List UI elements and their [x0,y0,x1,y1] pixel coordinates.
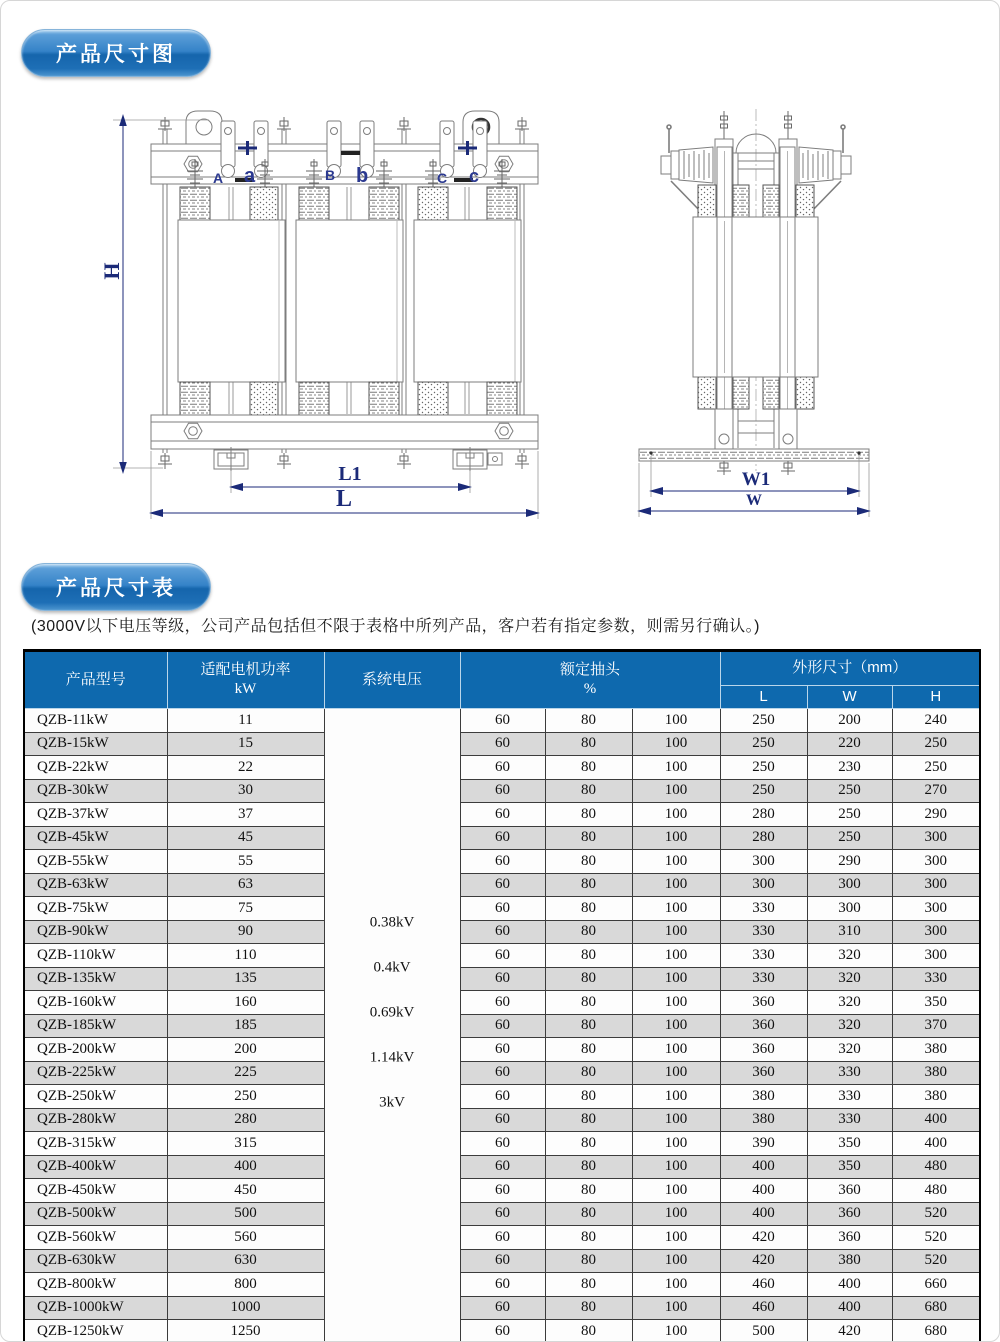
product-dimension-table [23,649,981,1342]
cell-dim-w: 380 [807,1249,892,1273]
cell-tap: 100 [632,944,720,968]
cell-model: QZB-185kW [24,1014,167,1038]
cell-tap: 100 [632,1202,720,1226]
cell-tap: 100 [632,732,720,756]
cell-power: 630 [167,1249,324,1273]
cell-dim-w: 310 [807,920,892,944]
cell-dim-l: 280 [720,826,807,850]
dim-w1 [649,456,861,497]
cell-tap: 100 [632,779,720,803]
cell-dim-w: 330 [807,1061,892,1085]
cell-model: QZB-45kW [24,826,167,850]
cell-tap: 80 [545,920,632,944]
cell-dim-w: 290 [807,850,892,874]
section-badge-dimension-diagram [21,29,211,77]
cell-model: QZB-75kW [24,897,167,921]
cell-tap: 100 [632,1038,720,1062]
cell-model: QZB-63kW [24,873,167,897]
cell-dim-l: 420 [720,1249,807,1273]
cell-power: 135 [167,967,324,991]
cell-dim-l: 330 [720,920,807,944]
cell-dim-h: 350 [892,991,980,1015]
top-yoke-blocks [180,187,517,220]
cell-dim-h: 290 [892,803,980,827]
cell-dim-w: 300 [807,897,892,921]
cell-model: QZB-250kW [24,1085,167,1109]
lifting-lug-left [186,111,222,144]
svg-text:H: H [99,262,124,280]
table-row [24,920,980,944]
cell-dim-w: 250 [807,826,892,850]
cell-tap: 60 [460,1249,545,1273]
cell-dim-l: 250 [720,732,807,756]
cell-dim-l: 360 [720,1061,807,1085]
table-row [24,1014,980,1038]
cell-model: QZB-90kW [24,920,167,944]
cell-dim-l: 280 [720,803,807,827]
cell-tap: 80 [545,873,632,897]
cell-dim-w: 420 [807,1320,892,1342]
cell-tap: 80 [545,967,632,991]
cell-dim-w: 330 [807,1085,892,1109]
cell-dim-l: 360 [720,1038,807,1062]
cell-tap: 100 [632,1296,720,1320]
cell-dim-h: 660 [892,1273,980,1297]
svg-text:C: C [437,170,448,186]
cell-power: 55 [167,850,324,874]
cell-tap: 80 [545,1273,632,1297]
col-header-model: 产品型号 [24,651,167,709]
cell-tap: 60 [460,1061,545,1085]
cell-dim-h: 480 [892,1179,980,1203]
cell-power: 1000 [167,1296,324,1320]
cell-dim-w: 320 [807,991,892,1015]
cell-tap: 60 [460,1014,545,1038]
cell-dim-w: 360 [807,1202,892,1226]
table-row [24,1226,980,1250]
table-row [24,1320,980,1342]
cell-tap: 80 [545,1155,632,1179]
cell-dim-h: 380 [892,1085,980,1109]
cell-dim-l: 400 [720,1179,807,1203]
cell-model: QZB-1250kW [24,1320,167,1342]
cell-dim-l: 360 [720,1014,807,1038]
cell-tap: 100 [632,1249,720,1273]
cell-tap: 80 [545,1085,632,1109]
table-row [24,1155,980,1179]
cell-dim-l: 400 [720,1202,807,1226]
cell-tap: 80 [545,826,632,850]
svg-text:a: a [244,165,256,187]
cell-dim-h: 270 [892,779,980,803]
cell-tap: 60 [460,1179,545,1203]
cell-tap: 100 [632,1085,720,1109]
cell-tap: 80 [545,1108,632,1132]
table-row [24,1132,980,1156]
cell-tap: 100 [632,1155,720,1179]
cell-dim-h: 250 [892,732,980,756]
cell-power: 75 [167,897,324,921]
cell-dim-l: 390 [720,1132,807,1156]
table-row [24,1179,980,1203]
cell-model: QZB-15kW [24,732,167,756]
cell-model: QZB-22kW [24,756,167,780]
cell-dim-w: 350 [807,1155,892,1179]
cell-tap: 80 [545,1132,632,1156]
cell-power: 37 [167,803,324,827]
cell-tap: 100 [632,967,720,991]
cell-model: QZB-37kW [24,803,167,827]
cell-dim-h: 680 [892,1320,980,1342]
cell-model: QZB-160kW [24,991,167,1015]
cell-power: 500 [167,1202,324,1226]
cell-power: 11 [167,709,324,733]
cell-dim-w: 220 [807,732,892,756]
cell-tap: 60 [460,920,545,944]
voltage-label: 1.14kV [369,1049,415,1066]
cell-power: 185 [167,1014,324,1038]
cell-dim-w: 320 [807,944,892,968]
cell-dim-l: 330 [720,944,807,968]
voltage-label: 0.4kV [373,959,411,976]
cell-tap: 100 [632,1061,720,1085]
cell-dim-l: 420 [720,1226,807,1250]
cell-tap: 100 [632,1226,720,1250]
cell-power: 400 [167,1155,324,1179]
cell-tap: 60 [460,1320,545,1342]
cell-dim-l: 460 [720,1296,807,1320]
cell-tap: 60 [460,779,545,803]
cell-tap: 60 [460,826,545,850]
table-row [24,1038,980,1062]
cell-dim-w: 200 [807,709,892,733]
table-note: (3000V以下电压等级，公司产品包括但不限于表格中所列产品，客户若有指定参数，则需另行确认。) [31,618,760,635]
cell-model: QZB-11kW [24,709,167,733]
cell-dim-h: 520 [892,1249,980,1273]
cell-dim-l: 500 [720,1320,807,1342]
cell-model: QZB-800kW [24,1273,167,1297]
cell-tap: 60 [460,944,545,968]
cell-dim-l: 330 [720,967,807,991]
cell-tap: 100 [632,897,720,921]
cell-dim-w: 230 [807,756,892,780]
voltage-label: 0.69kV [369,1004,415,1021]
table-row [24,991,980,1015]
cell-tap: 60 [460,850,545,874]
svg-text:L: L [335,486,353,512]
cell-tap: 80 [545,1014,632,1038]
cell-tap: 100 [632,873,720,897]
cell-power: 45 [167,826,324,850]
cell-model: QZB-560kW [24,1226,167,1250]
cell-tap: 60 [460,873,545,897]
cell-dim-w: 250 [807,803,892,827]
cell-model: QZB-315kW [24,1132,167,1156]
transformer-drawing [1,96,1000,536]
svg-text:L1: L1 [338,463,362,485]
cell-tap: 100 [632,709,720,733]
cell-tap: 60 [460,1202,545,1226]
cell-model: QZB-55kW [24,850,167,874]
col-header-dims: 外形尺寸（mm） [720,651,980,686]
table-row [24,1273,980,1297]
cell-dim-h: 520 [892,1202,980,1226]
cell-power: 110 [167,944,324,968]
cell-dim-h: 680 [892,1296,980,1320]
cell-dim-l: 300 [720,873,807,897]
cell-dim-w: 320 [807,967,892,991]
col-header-dim-h: H [892,686,980,709]
cell-dim-h: 300 [892,920,980,944]
cell-dim-w: 360 [807,1226,892,1250]
bottom-yoke-blocks [180,382,517,415]
cell-model: QZB-110kW [24,944,167,968]
svg-text:B: B [325,167,336,183]
cell-tap: 80 [545,709,632,733]
coil-bodies [178,220,521,382]
cell-tap: 60 [460,803,545,827]
cell-tap: 80 [545,991,632,1015]
cell-tap: 80 [545,1226,632,1250]
cell-dim-l: 400 [720,1155,807,1179]
side-coil-body [693,217,818,377]
cell-power: 15 [167,732,324,756]
cell-tap: 60 [460,1038,545,1062]
col-header-taps: 额定抽头 % [460,651,720,709]
cell-tap: 100 [632,920,720,944]
cell-power: 800 [167,1273,324,1297]
cell-tap: 100 [632,850,720,874]
col-header-dim-w: W [807,686,892,709]
cell-tap: 60 [460,991,545,1015]
cell-dim-h: 380 [892,1061,980,1085]
cell-model: QZB-30kW [24,779,167,803]
cell-tap: 100 [632,1179,720,1203]
table-row [24,1061,980,1085]
cell-dim-w: 330 [807,1108,892,1132]
col-header-voltage: 系统电压 [324,651,460,709]
cell-dim-w: 250 [807,779,892,803]
cell-tap: 100 [632,1014,720,1038]
section-title: 产品尺寸图 [56,43,176,66]
svg-text:c: c [469,166,480,186]
cell-dim-h: 380 [892,1038,980,1062]
cell-tap: 100 [632,1320,720,1342]
cell-tap: 60 [460,756,545,780]
cell-power: 1250 [167,1320,324,1342]
section-title: 产品尺寸表 [56,577,176,600]
product-dimension-diagram [1,96,1000,536]
cell-tap: 80 [545,850,632,874]
cell-dim-h: 520 [892,1226,980,1250]
cell-model: QZB-450kW [24,1179,167,1203]
cell-model: QZB-200kW [24,1038,167,1062]
cell-tap: 100 [632,1132,720,1156]
cell-tap: 60 [460,1085,545,1109]
cell-dim-l: 360 [720,991,807,1015]
cell-tap: 60 [460,732,545,756]
cell-dim-l: 300 [720,850,807,874]
cell-dim-w: 400 [807,1296,892,1320]
cell-dim-l: 330 [720,897,807,921]
cell-power: 22 [167,756,324,780]
cell-tap: 80 [545,1179,632,1203]
voltage-label: 3kV [379,1094,405,1111]
cell-power: 225 [167,1061,324,1085]
table-row [24,873,980,897]
table-row [24,756,980,780]
cell-power: 560 [167,1226,324,1250]
cell-dim-w: 360 [807,1179,892,1203]
table-row [24,1085,980,1109]
table-row [24,1108,980,1132]
cell-dim-h: 400 [892,1132,980,1156]
cell-power: 63 [167,873,324,897]
table-row [24,1296,980,1320]
cell-tap: 60 [460,1132,545,1156]
cell-dim-h: 300 [892,873,980,897]
cell-tap: 60 [460,1155,545,1179]
front-view [99,111,540,519]
col-header-dim-l: L [720,686,807,709]
cell-power: 250 [167,1085,324,1109]
cell-dim-w: 320 [807,1038,892,1062]
cell-dim-w: 320 [807,1014,892,1038]
cell-tap: 80 [545,756,632,780]
cell-dim-l: 380 [720,1108,807,1132]
cell-dim-h: 300 [892,850,980,874]
cell-dim-l: 380 [720,1085,807,1109]
cell-tap: 60 [460,1296,545,1320]
cell-tap: 60 [460,1108,545,1132]
side-view [637,109,871,517]
cell-tap: 80 [545,1202,632,1226]
svg-text:A: A [213,170,224,186]
cell-dim-h: 300 [892,944,980,968]
svg-text:b: b [356,165,369,187]
cell-dim-l: 250 [720,756,807,780]
cell-tap: 80 [545,1296,632,1320]
table-row [24,709,980,733]
voltage-label: 0.38kV [369,914,415,931]
cell-dim-h: 330 [892,967,980,991]
cell-dim-h: 370 [892,1014,980,1038]
cell-model: QZB-280kW [24,1108,167,1132]
side-base-plate [639,449,869,461]
cell-dim-h: 250 [892,756,980,780]
cell-model: QZB-225kW [24,1061,167,1085]
cell-tap: 80 [545,1249,632,1273]
table-row [24,732,980,756]
table-row [24,1202,980,1226]
cell-tap: 80 [545,944,632,968]
cell-dim-h: 400 [892,1108,980,1132]
table-row [24,1249,980,1273]
cell-dim-h: 480 [892,1155,980,1179]
cell-tap: 80 [545,1061,632,1085]
cell-dim-l: 250 [720,779,807,803]
section-badge-dimension-table [21,563,211,611]
cell-tap: 60 [460,967,545,991]
cell-tap: 100 [632,1273,720,1297]
table-row [24,850,980,874]
cell-tap: 80 [545,897,632,921]
cell-model: QZB-500kW [24,1202,167,1226]
cell-power: 90 [167,920,324,944]
cell-tap: 100 [632,756,720,780]
cell-dim-l: 250 [720,709,807,733]
cell-tap: 100 [632,991,720,1015]
table-row [24,826,980,850]
cell-dim-w: 400 [807,1273,892,1297]
cell-model: QZB-1000kW [24,1296,167,1320]
cell-power: 315 [167,1132,324,1156]
cell-tap: 100 [632,1108,720,1132]
cell-power: 30 [167,779,324,803]
cell-tap: 60 [460,1226,545,1250]
table-row [24,803,980,827]
cell-model: QZB-135kW [24,967,167,991]
cell-tap: 80 [545,1038,632,1062]
table-row [24,897,980,921]
cell-dim-w: 350 [807,1132,892,1156]
table-row [24,967,980,991]
table-body [24,709,980,1342]
table-row [24,944,980,968]
cell-model: QZB-630kW [24,1249,167,1273]
cell-tap: 60 [460,1273,545,1297]
table-row [24,779,980,803]
cell-system-voltage-merged [324,709,460,1342]
cell-power: 450 [167,1179,324,1203]
cell-dim-l: 460 [720,1273,807,1297]
svg-text:W: W [746,492,762,509]
cell-tap: 80 [545,1320,632,1342]
svg-text:W1: W1 [741,469,771,490]
cell-tap: 80 [545,803,632,827]
cell-dim-h: 300 [892,826,980,850]
cell-dim-w: 300 [807,873,892,897]
cell-tap: 80 [545,732,632,756]
cell-dim-h: 300 [892,897,980,921]
cell-power: 160 [167,991,324,1015]
cell-tap: 100 [632,826,720,850]
cell-tap: 100 [632,803,720,827]
cell-model: QZB-400kW [24,1155,167,1179]
cell-tap: 80 [545,779,632,803]
cell-power: 200 [167,1038,324,1062]
col-header-power: 适配电机功率 kW [167,651,324,709]
cell-tap: 60 [460,709,545,733]
cell-dim-h: 240 [892,709,980,733]
cell-power: 280 [167,1108,324,1132]
cell-tap: 60 [460,897,545,921]
